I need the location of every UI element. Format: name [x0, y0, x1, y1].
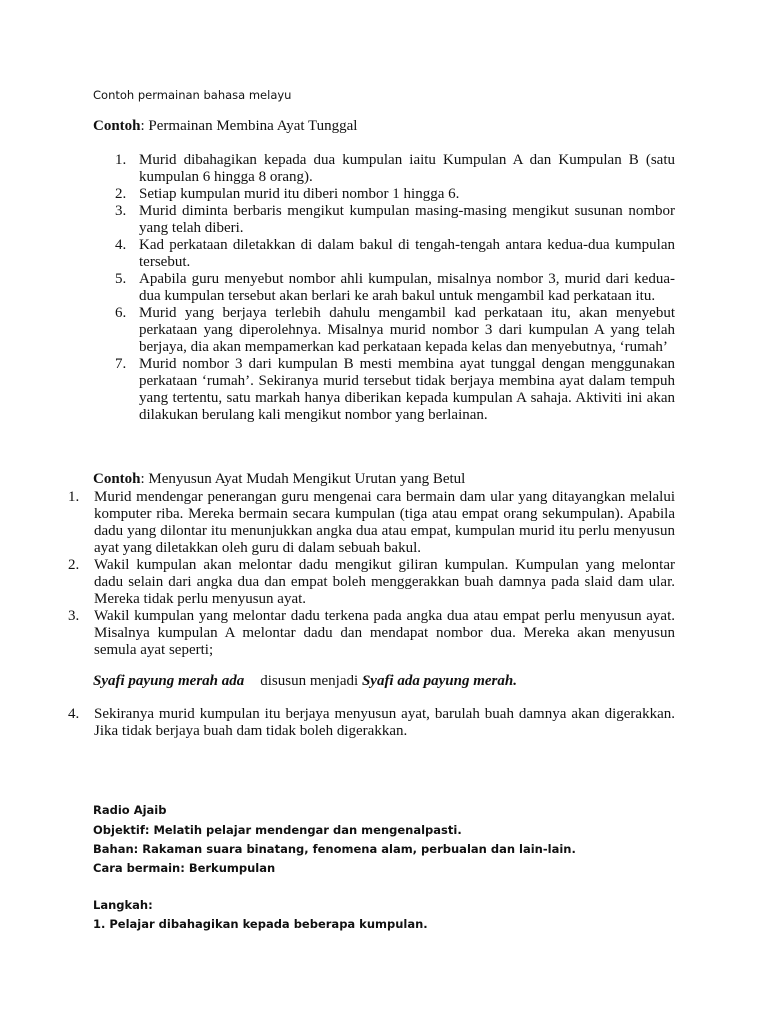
section1-list — [93, 152, 675, 424]
item-number: 1. — [115, 152, 127, 168]
section3-title-text: Radio Ajaib — [93, 803, 167, 817]
section3-method — [93, 859, 275, 878]
example-before: Syafi payung merah ada — [93, 673, 245, 689]
item-number: 6. — [115, 305, 127, 321]
item-number: 3. — [68, 608, 80, 624]
section2-title-text: : Menyusun Ayat Mudah Mengikut Urutan yang Betul — [140, 471, 466, 487]
example-after: Syafi ada payung merah. — [361, 673, 517, 689]
item-number: 3. — [115, 203, 127, 219]
section2-label: Contoh — [93, 471, 141, 487]
materials-text: Bahan: Rakaman suara binatang, fenomena alam, perbualan dan lain-lain. — [93, 842, 576, 856]
list-item — [66, 489, 675, 557]
item-text: Wakil kumpulan akan melontar dadu mengikut giliran kumpulan. Kumpulan yang melontar dadu selain dari angka dua dan empat boleh menggerakkan buah damnya pada slaid dam ular. Mereka tidak perlu menyusun ayat. — [94, 557, 675, 607]
section3-step1 — [93, 915, 428, 934]
section3-materials — [93, 840, 576, 859]
item-text: Murid mendengar penerangan guru mengenai cara bermain dam ular yang ditayangkan melalui komputer riba. Mereka bermain secara kumpulan (tiga atau empat orang sekumpulan). Apabila dadu yang dilontar itu menunjukkan angka dua atau empat, kumpulan murid itu perlu menyusun ayat yang diletakkan oleh guru di dalam sebuah bakul. — [94, 489, 675, 556]
item-number: 5. — [115, 271, 127, 287]
section2-title — [93, 471, 465, 488]
list-item — [93, 186, 675, 203]
list-item — [66, 706, 675, 740]
section1-title-text: : Permainan Membina Ayat Tunggal — [140, 118, 358, 134]
list-item — [93, 152, 675, 186]
item-text: Apabila guru menyebut nombor ahli kumpulan, misalnya nombor 3, murid dari kedua-dua kumpulan tersebut akan berlari ke arah bakul untuk mengambil kad perkataan itu. — [139, 271, 675, 304]
item-text: Murid yang berjaya terlebih dahulu mengambil kad perkataan itu, akan menyebut perkataan yang diperolehnya. Misalnya murid nombor 3 dari kumpulan A yang telah berjaya, dia akan mempamerkan kad perkataan kepada kelas dan menyebutnya, ‘rumah’ — [139, 305, 675, 355]
item-number: 2. — [115, 186, 127, 202]
list-item — [66, 557, 675, 608]
section2-list — [66, 489, 675, 659]
method-text: Cara bermain: Berkumpulan — [93, 861, 276, 875]
item-text: Murid diminta berbaris mengikut kumpulan masing-masing mengikut susunan nombor yang telah diberi. — [139, 203, 675, 236]
item-number: 4. — [68, 706, 80, 722]
item-text: Sekiranya murid kumpulan itu berjaya menyusun ayat, barulah buah damnya akan digerakkan. Jika tidak berjaya buah dam tidak boleh digerakkan. — [94, 706, 675, 739]
example-middle: disusun menjadi — [260, 673, 359, 689]
item-text: Kad perkataan diletakkan di dalam bakul di tengah-tengah antara kedua-dua kumpulan tersebut. — [139, 237, 675, 270]
list-item — [93, 305, 675, 356]
item-number: 2. — [68, 557, 80, 573]
item-text: Murid nombor 3 dari kumpulan B mesti membina ayat tunggal dengan menggunakan perkataan ‘rumah’. Sekiranya murid tersebut tidak berjaya membina ayat dalam tempuh yang tertentu, satu markah hanya diberikan kepada kumpulan A sahaja. Aktiviti ini akan dilakukan berulang kali mengikut nombor yang berlainan. — [139, 356, 675, 423]
document-heading: Contoh permainan bahasa melayu — [93, 88, 292, 102]
section1-label: Contoh — [93, 118, 141, 134]
section1-title — [93, 118, 357, 135]
list-item — [93, 237, 675, 271]
section3-objective — [93, 821, 462, 840]
list-item — [93, 203, 675, 237]
list-item — [93, 356, 675, 424]
item-text: Setiap kumpulan murid itu diberi nombor 1 hingga 6. — [139, 186, 460, 202]
list-item — [66, 608, 675, 659]
objective-text: Objektif: Melatih pelajar mendengar dan mengenalpasti. — [93, 823, 462, 837]
step1-text: 1. Pelajar dibahagikan kepada beberapa kumpulan. — [93, 917, 428, 931]
steps-label-text: Langkah: — [93, 898, 153, 912]
list-item — [93, 271, 675, 305]
item-number: 4. — [115, 237, 127, 253]
example-sentence — [93, 673, 517, 690]
item-text: Murid dibahagikan kepada dua kumpulan iaitu Kumpulan A dan Kumpulan B (satu kumpulan 6 hingga 8 orang). — [139, 152, 675, 185]
item-number: 7. — [115, 356, 127, 372]
item-number: 1. — [68, 489, 80, 505]
section3-title — [93, 801, 166, 820]
item-text: Wakil kumpulan yang melontar dadu terkena pada angka dua atau empat perlu menyusun ayat. Misalnya kumpulan A melontar dadu dan mendapat nombor dua. Mereka akan menyusun semula ayat seperti; — [94, 608, 675, 658]
section3-steps-label — [93, 896, 153, 915]
